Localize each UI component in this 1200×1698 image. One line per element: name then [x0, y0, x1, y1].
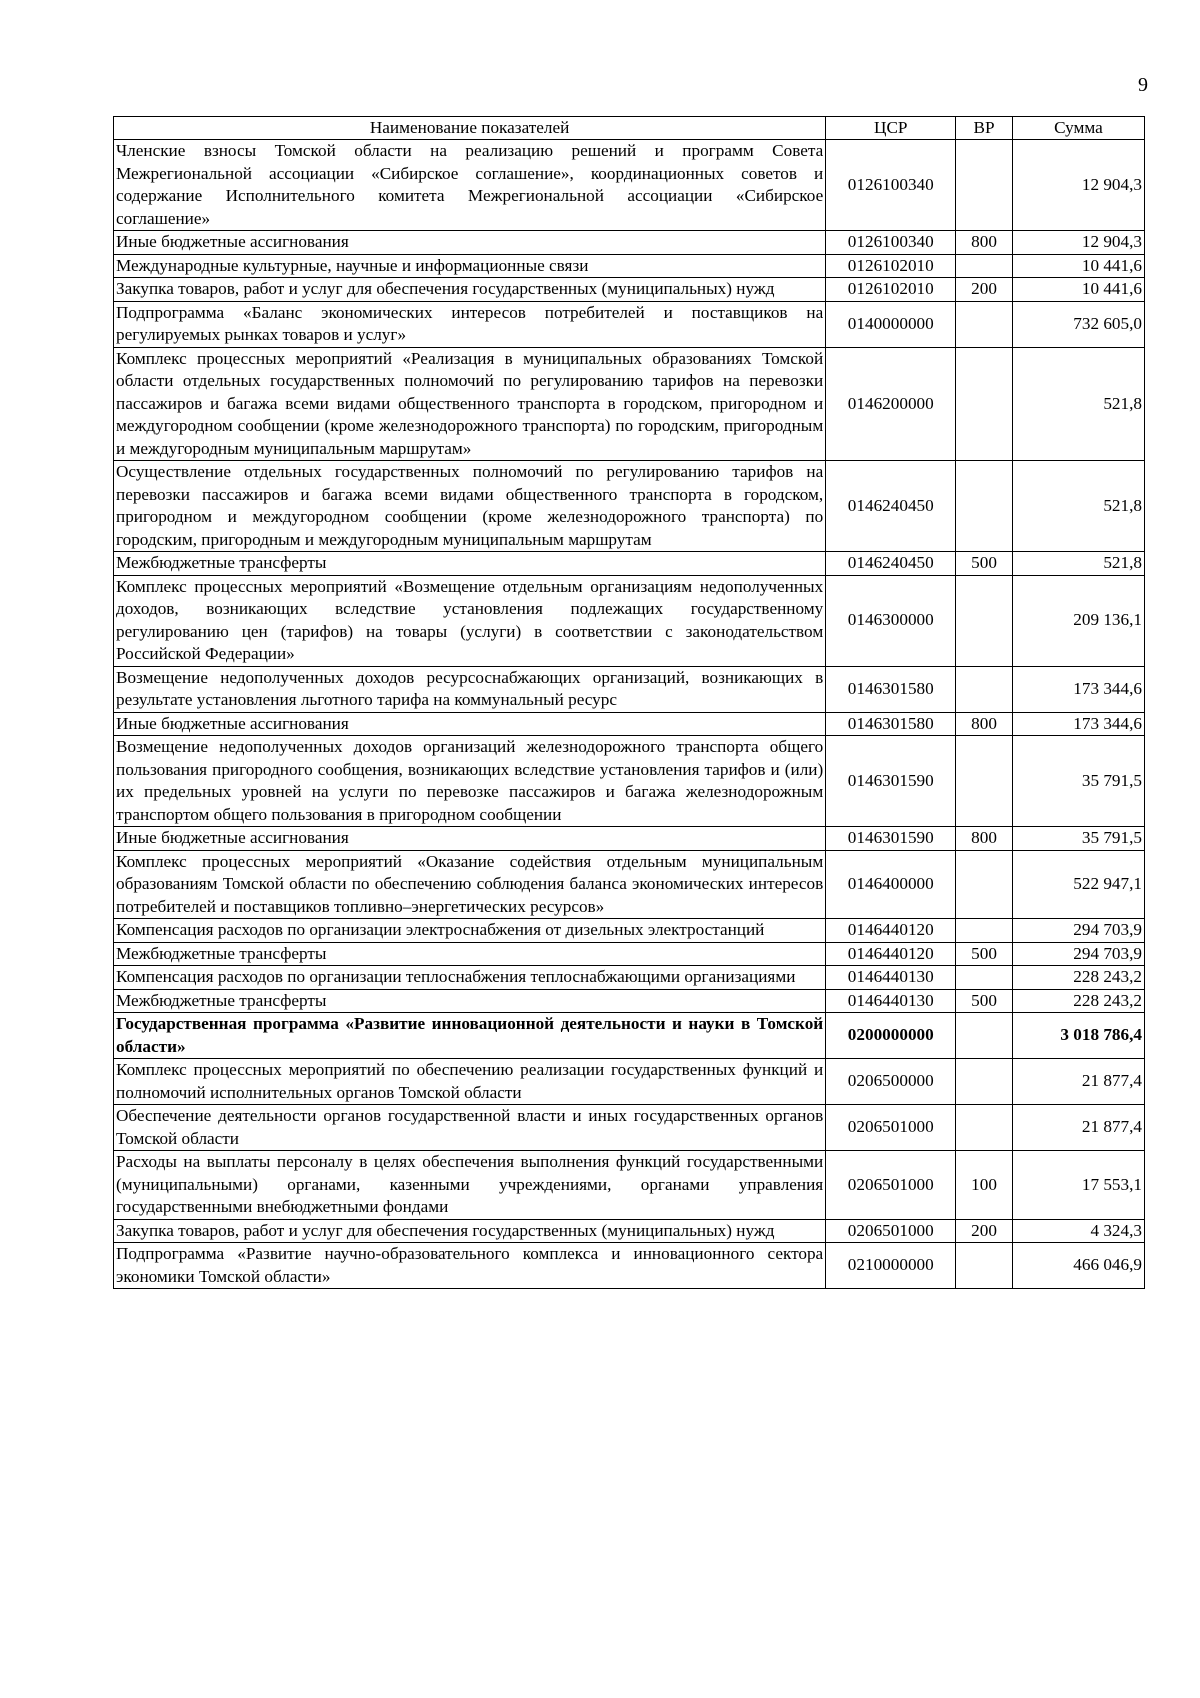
cell-sum: 521,8 [1012, 552, 1144, 576]
cell-sum: 17 553,1 [1012, 1151, 1144, 1220]
table-row [114, 712, 1145, 736]
cell-csr: 0126102010 [826, 278, 956, 302]
cell-sum: 10 441,6 [1012, 254, 1144, 278]
cell-name: Международные культурные, научные и информационные связи [114, 254, 826, 278]
table-row [114, 575, 1145, 666]
cell-sum: 21 877,4 [1012, 1105, 1144, 1151]
cell-csr: 0146301590 [826, 736, 956, 827]
cell-sum: 35 791,5 [1012, 736, 1144, 827]
cell-sum: 173 344,6 [1012, 712, 1144, 736]
cell-csr: 0206501000 [826, 1151, 956, 1220]
cell-csr: 0146301580 [826, 712, 956, 736]
table-header-row [114, 117, 1145, 140]
cell-csr: 0146301580 [826, 666, 956, 712]
cell-csr: 0146301590 [826, 827, 956, 851]
cell-csr: 0146200000 [826, 347, 956, 461]
cell-csr: 0146440130 [826, 989, 956, 1013]
table-row [114, 919, 1145, 943]
table-row [114, 850, 1145, 919]
budget-table [113, 116, 1145, 1289]
cell-sum: 522 947,1 [1012, 850, 1144, 919]
page-number: 9 [1138, 74, 1148, 96]
cell-vr [956, 461, 1012, 552]
header-csr: ЦСР [826, 117, 956, 140]
cell-csr: 0210000000 [826, 1243, 956, 1289]
cell-sum: 294 703,9 [1012, 919, 1144, 943]
cell-csr: 0206501000 [826, 1219, 956, 1243]
cell-vr [956, 1105, 1012, 1151]
table-row [114, 301, 1145, 347]
cell-csr: 0206500000 [826, 1059, 956, 1105]
cell-sum: 521,8 [1012, 347, 1144, 461]
cell-csr: 0200000000 [826, 1013, 956, 1059]
cell-csr: 0146240450 [826, 552, 956, 576]
cell-name: Межбюджетные трансферты [114, 552, 826, 576]
cell-name: Осуществление отдельных государственных полномочий по регулированию тарифов на перевозки пассажиров и багажа всеми видами общественного транспорта в городском, пригородном и междугородном сообщении (кроме железнодорожного транспорта) по городским, пригородным и междугородным муниципальным маршрутам [114, 461, 826, 552]
cell-sum: 228 243,2 [1012, 989, 1144, 1013]
cell-sum: 228 243,2 [1012, 966, 1144, 990]
cell-sum: 466 046,9 [1012, 1243, 1144, 1289]
cell-name: Закупка товаров, работ и услуг для обеспечения государственных (муниципальных) нужд [114, 1219, 826, 1243]
cell-name: Компенсация расходов по организации электроснабжения от дизельных электростанций [114, 919, 826, 943]
table-row [114, 254, 1145, 278]
cell-csr: 0140000000 [826, 301, 956, 347]
cell-vr [956, 301, 1012, 347]
table-body [114, 140, 1145, 1289]
cell-name: Комплекс процессных мероприятий «Оказание содействия отдельным муниципальным образованиям Томской области по обеспечению соблюдения баланса экономических интересов потребителей и поставщиков топливно–энергетических ресурсов» [114, 850, 826, 919]
cell-name: Межбюджетные трансферты [114, 989, 826, 1013]
cell-name: Компенсация расходов по организации теплоснабжения теплоснабжающими организациями [114, 966, 826, 990]
cell-sum: 21 877,4 [1012, 1059, 1144, 1105]
table-row [114, 1105, 1145, 1151]
cell-vr: 500 [956, 942, 1012, 966]
header-vr: ВР [956, 117, 1012, 140]
table-row [114, 827, 1145, 851]
cell-csr: 0206501000 [826, 1105, 956, 1151]
cell-csr: 0146400000 [826, 850, 956, 919]
cell-csr: 0146440120 [826, 942, 956, 966]
cell-sum: 10 441,6 [1012, 278, 1144, 302]
cell-vr [956, 347, 1012, 461]
cell-name: Обеспечение деятельности органов государственной власти и иных государственных органов Томской области [114, 1105, 826, 1151]
cell-vr: 500 [956, 552, 1012, 576]
cell-vr: 800 [956, 712, 1012, 736]
cell-csr: 0126100340 [826, 140, 956, 231]
cell-vr [956, 140, 1012, 231]
cell-name: Иные бюджетные ассигнования [114, 712, 826, 736]
cell-name: Комплекс процессных мероприятий по обеспечению реализации государственных функций и полномочий исполнительных органов Томской области [114, 1059, 826, 1105]
table-row [114, 1219, 1145, 1243]
cell-sum: 294 703,9 [1012, 942, 1144, 966]
cell-csr: 0126100340 [826, 231, 956, 255]
table-row [114, 278, 1145, 302]
table-row [114, 1013, 1145, 1059]
header-name: Наименование показателей [114, 117, 826, 140]
cell-csr: 0146300000 [826, 575, 956, 666]
cell-vr: 800 [956, 827, 1012, 851]
cell-vr [956, 1013, 1012, 1059]
cell-csr: 0126102010 [826, 254, 956, 278]
cell-csr: 0146440120 [826, 919, 956, 943]
table-row [114, 1151, 1145, 1220]
cell-name: Возмещение недополученных доходов ресурсоснабжающих организаций, возникающих в результате установления льготного тарифа на коммунальный ресурс [114, 666, 826, 712]
cell-vr [956, 254, 1012, 278]
cell-name: Комплекс процессных мероприятий «Возмещение отдельным организациям недополученных доходов, возникающих вследствие установления подлежащих государственному регулированию цен (тарифов) на товары (услуги) в соответствии с законодательством Российской Федерации» [114, 575, 826, 666]
cell-sum: 209 136,1 [1012, 575, 1144, 666]
cell-vr [956, 736, 1012, 827]
cell-sum: 12 904,3 [1012, 231, 1144, 255]
cell-name: Закупка товаров, работ и услуг для обеспечения государственных (муниципальных) нужд [114, 278, 826, 302]
cell-name: Иные бюджетные ассигнования [114, 827, 826, 851]
cell-vr [956, 575, 1012, 666]
cell-name: Государственная программа «Развитие инновационной деятельности и науки в Томской области» [114, 1013, 826, 1059]
cell-csr: 0146240450 [826, 461, 956, 552]
cell-csr: 0146440130 [826, 966, 956, 990]
cell-sum: 4 324,3 [1012, 1219, 1144, 1243]
cell-name: Межбюджетные трансферты [114, 942, 826, 966]
cell-vr: 200 [956, 1219, 1012, 1243]
table-row [114, 942, 1145, 966]
cell-vr: 200 [956, 278, 1012, 302]
cell-name: Подпрограмма «Баланс экономических интересов потребителей и поставщиков на регулируемых рынках товаров и услуг» [114, 301, 826, 347]
table-row [114, 666, 1145, 712]
cell-sum: 732 605,0 [1012, 301, 1144, 347]
table-row [114, 347, 1145, 461]
cell-name: Комплекс процессных мероприятий «Реализация в муниципальных образованиях Томской области отдельных государственных полномочий по регулированию тарифов на перевозки пассажиров и багажа всеми видами общественного транспорта в городском, пригородном и междугородном сообщении (кроме железнодорожного транспорта) по городским, пригородным и междугородным муниципальным маршрутам» [114, 347, 826, 461]
cell-sum: 12 904,3 [1012, 140, 1144, 231]
header-sum: Сумма [1012, 117, 1144, 140]
cell-vr [956, 919, 1012, 943]
cell-sum: 521,8 [1012, 461, 1144, 552]
cell-name: Расходы на выплаты персоналу в целях обеспечения выполнения функций государственными (муниципальными) органами, казенными учреждениями, органами управления государственными внебюджетными фондами [114, 1151, 826, 1220]
table-row [114, 736, 1145, 827]
cell-name: Членские взносы Томской области на реализацию решений и программ Совета Межрегиональной ассоциации «Сибирское соглашение», координационных советов и содержание Исполнительного комитета Межрегиональной ассоциации «Сибирское соглашение» [114, 140, 826, 231]
cell-vr: 500 [956, 989, 1012, 1013]
cell-vr [956, 1059, 1012, 1105]
cell-sum: 173 344,6 [1012, 666, 1144, 712]
table-row [114, 461, 1145, 552]
table-row [114, 552, 1145, 576]
cell-name: Возмещение недополученных доходов организаций железнодорожного транспорта общего пользования пригородного сообщения, возникающих вследствие установления тарифов и (или) их предельных уровней на услуги по перевозке пассажиров и багажа железнодорожным транспортом общего пользования в пригородном сообщении [114, 736, 826, 827]
cell-sum: 3 018 786,4 [1012, 1013, 1144, 1059]
table-row [114, 989, 1145, 1013]
table-row [114, 1059, 1145, 1105]
cell-vr [956, 666, 1012, 712]
cell-name: Иные бюджетные ассигнования [114, 231, 826, 255]
cell-vr [956, 850, 1012, 919]
cell-vr [956, 1243, 1012, 1289]
cell-vr: 800 [956, 231, 1012, 255]
table-row [114, 966, 1145, 990]
cell-vr [956, 966, 1012, 990]
cell-sum: 35 791,5 [1012, 827, 1144, 851]
cell-vr: 100 [956, 1151, 1012, 1220]
table-row [114, 140, 1145, 231]
table-row [114, 1243, 1145, 1289]
cell-name: Подпрограмма «Развитие научно-образовательного комплекса и инновационного сектора экономики Томской области» [114, 1243, 826, 1289]
table-row [114, 231, 1145, 255]
